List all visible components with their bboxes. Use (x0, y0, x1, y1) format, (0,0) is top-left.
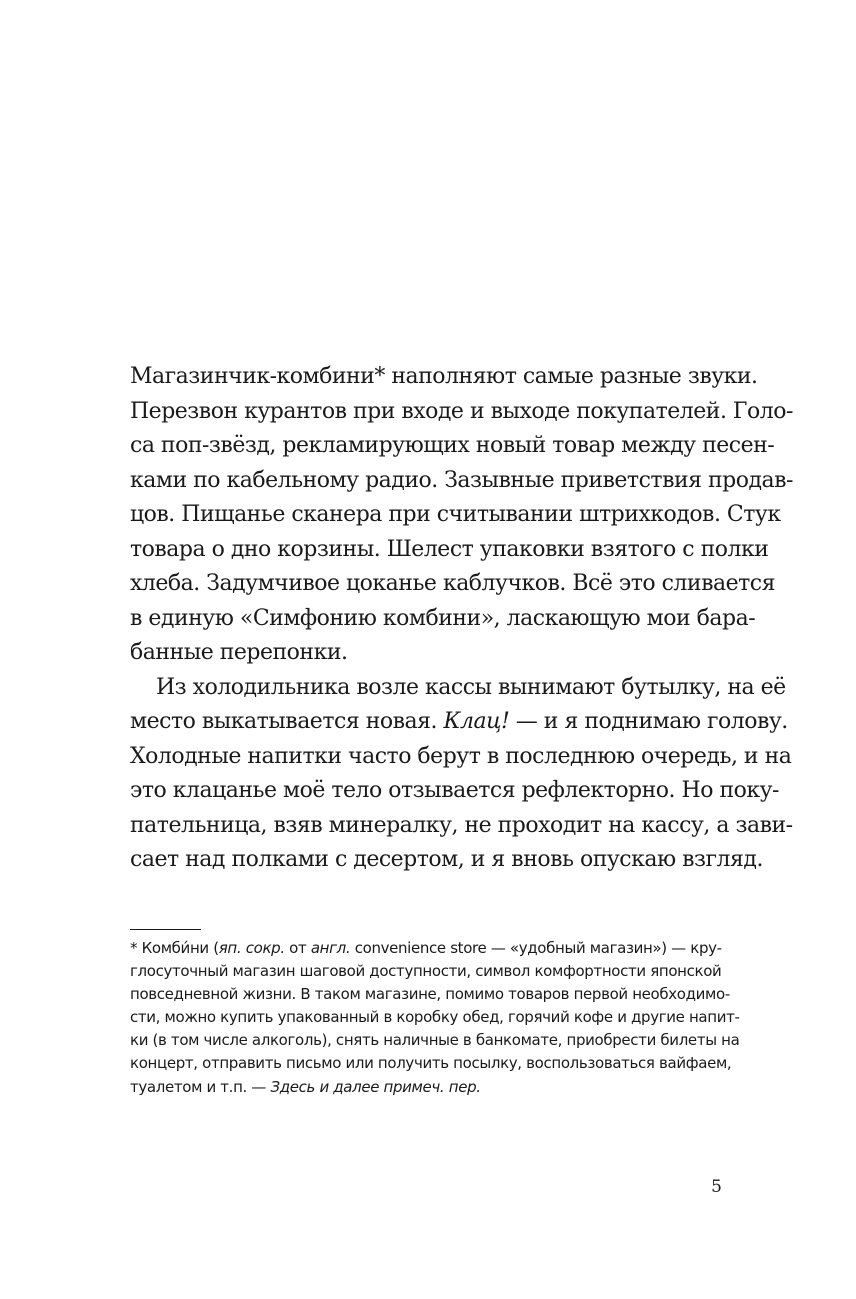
page-number: 5 (711, 1177, 722, 1197)
text-line: хлеба. Задумчивое цоканье каблучков. Всё это сливается (130, 571, 775, 596)
text-line: товара о дно корзины. Шелест упаковки взятого с полки (130, 536, 769, 562)
text-line: ками по кабельному радио. Зазывные приветствия продав- (130, 467, 793, 493)
text-run: от (284, 939, 311, 957)
text-line: пательница, взяв минералку, не проходит на кассу, а зави- (130, 812, 793, 838)
italic-run: яп. сокр. (218, 939, 285, 957)
text-line: Магазинчик-комбини* наполняют самые разные звуки. (130, 364, 758, 389)
text-line: са поп-звёзд, рекламирующих новый товар между песен- (130, 433, 775, 458)
text-line: сает над полками с десертом, и я вновь опускаю взгляд. (130, 847, 763, 872)
footnote-line (130, 937, 721, 960)
text-line: это клацанье моё тело отзывается рефлекторно. Но поку- (130, 778, 779, 803)
paragraph-2 (130, 671, 793, 878)
italic-run: Клац! (443, 709, 510, 734)
text-line: банные перепонки. (130, 640, 348, 665)
footnote-line: глосуточный магазин шаговой доступности, символ комфортности японской (130, 962, 722, 981)
footnote-line (130, 1076, 721, 1099)
text-line: Перезвон курантов при входе и выходе покупателей. Голо- (130, 398, 793, 424)
text-run: — и я поднимаю голову. (509, 709, 788, 734)
text-line: в единую «Симфонию комбини», ласкающую мои бара- (130, 605, 756, 631)
italic-run: Здесь и далее примеч. пер. (270, 1077, 481, 1096)
footnote-line: концерт, отправить письмо или получить посылку, воспользоваться вайфаем, (130, 1054, 732, 1073)
text-line: Из холодильника возле кассы вынимают бутылку, на её (156, 674, 786, 700)
text-run: место выкатывается новая. (130, 709, 444, 734)
footnote (130, 937, 740, 1099)
main-text (130, 360, 793, 878)
text-line: цов. Пищанье сканера при считывании штрихкодов. Стук (130, 502, 781, 527)
footnote-separator (130, 929, 201, 930)
text-line (130, 705, 788, 740)
footnote-line: повседневной жизни. В таком магазине, помимо товаров первой необходимо- (130, 985, 730, 1004)
footnote-line: ки (в том числе алкоголь), снять наличные в банкомате, приобрести билеты на (130, 1031, 740, 1050)
text-run: convenience store — «удобный магазин») — кру- (350, 939, 722, 957)
text-line: Холодные напитки часто берут в последнюю очередь, и на (130, 743, 792, 769)
italic-run: англ. (310, 939, 351, 957)
footnote-line: сти, можно купить упакованный в коробку обед, горячий кофе и другие напит- (130, 1008, 740, 1027)
paragraph-1 (130, 360, 793, 671)
text-run: туалетом и т.п. — (130, 1077, 271, 1096)
text-run: * Комби́ни ( (130, 939, 219, 957)
